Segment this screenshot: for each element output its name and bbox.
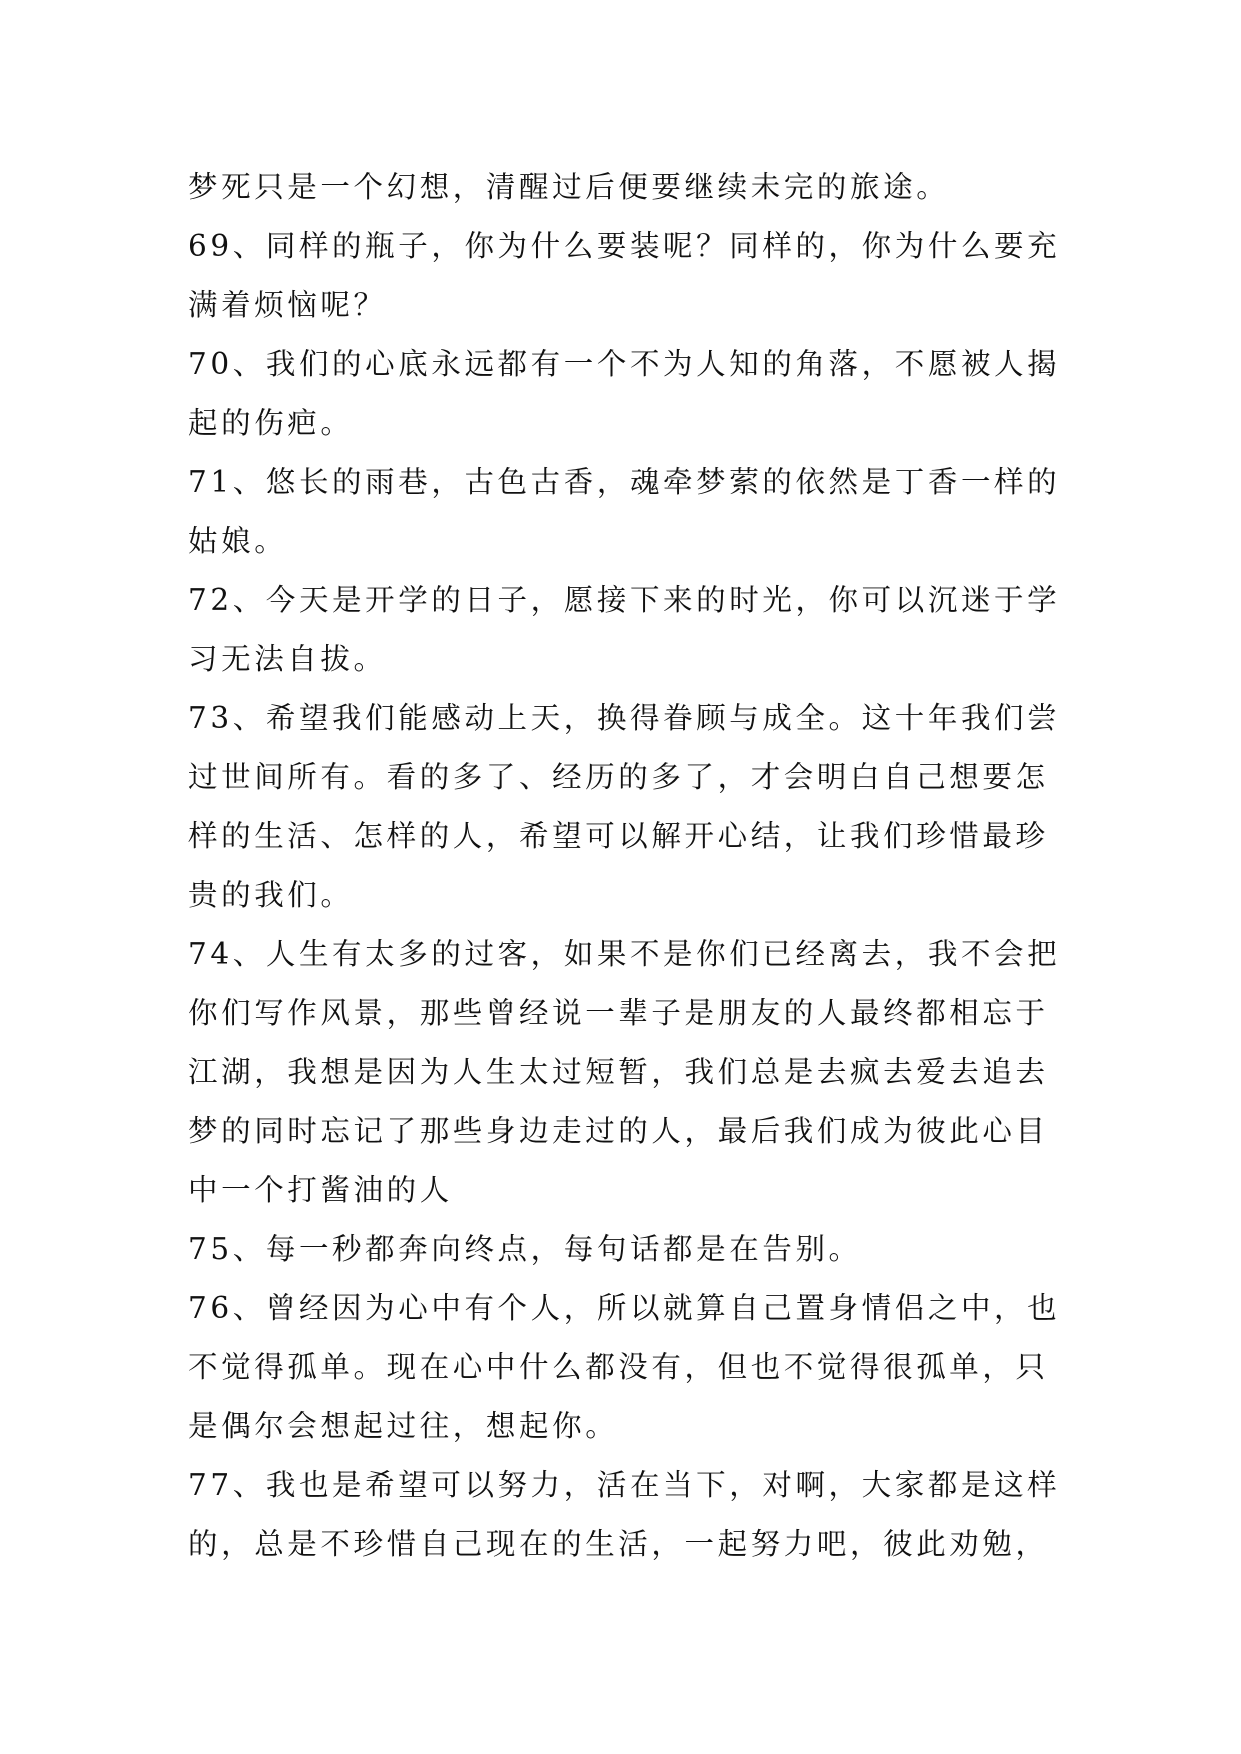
text-line: 中一个打酱油的人 (188, 1173, 453, 1207)
text-line: 习无法自拔。 (188, 642, 387, 676)
text-line: 不觉得孤单。现在心中什么都没有，但也不觉得很孤单，只 (188, 1350, 1049, 1384)
text-line: 73、希望我们能感动上天，换得眷顾与成全。这十年我们尝 (188, 701, 1061, 735)
text-line: 的，总是不珍惜自己现在的生活，一起努力吧，彼此劝勉， (188, 1527, 1049, 1561)
text-line: 是偶尔会想起过往，想起你。 (188, 1409, 619, 1443)
text-line: 起的伤疤。 (188, 406, 354, 440)
text-line: 过世间所有。看的多了、经历的多了，才会明白自己想要怎 (188, 760, 1049, 794)
text-line: 76、曾经因为心中有个人，所以就算自己置身情侣之中，也 (188, 1291, 1061, 1325)
document-body (188, 158, 1060, 1574)
text-line: 满着烦恼呢？ (188, 288, 387, 322)
text-line: 71、悠长的雨巷，古色古香，魂牵梦萦的依然是丁香一样的 (188, 465, 1061, 499)
text-line: 姑娘。 (188, 524, 288, 558)
text-line: 梦死只是一个幻想，清醒过后便要继续未完的旅途。 (188, 170, 950, 204)
text-line: 70、我们的心底永远都有一个不为人知的角落，不愿被人揭 (188, 347, 1061, 381)
text-line: 贵的我们。 (188, 878, 354, 912)
text-line: 74、人生有太多的过客，如果不是你们已经离去，我不会把 (188, 937, 1061, 971)
text-line: 样的生活、怎样的人，希望可以解开心结，让我们珍惜最珍 (188, 819, 1049, 853)
text-line: 你们写作风景，那些曾经说一辈子是朋友的人最终都相忘于 (188, 996, 1049, 1030)
text-line: 江湖，我想是因为人生太过短暂，我们总是去疯去爱去追去 (188, 1055, 1049, 1089)
text-line: 77、我也是希望可以努力，活在当下，对啊，大家都是这样 (188, 1468, 1061, 1502)
text-line: 69、同样的瓶子，你为什么要装呢？同样的，你为什么要充 (188, 229, 1061, 263)
text-line: 75、每一秒都奔向终点，每句话都是在告别。 (188, 1232, 862, 1266)
text-line: 72、今天是开学的日子，愿接下来的时光，你可以沉迷于学 (188, 583, 1061, 617)
text-line: 梦的同时忘记了那些身边走过的人，最后我们成为彼此心目 (188, 1114, 1049, 1148)
